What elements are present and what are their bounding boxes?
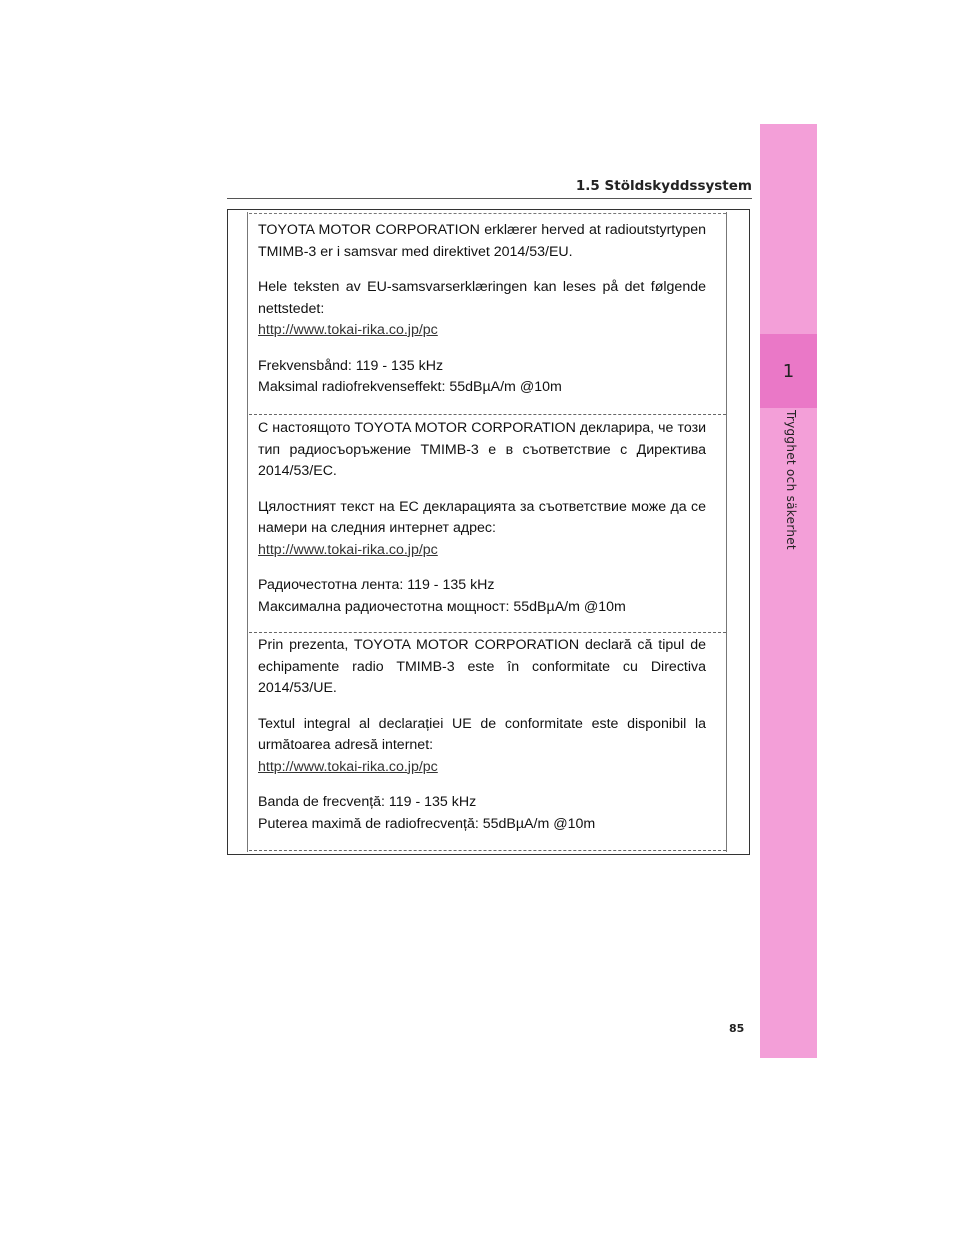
declaration-fulltext-note: Textul integral al declarației UE de conformitate este disponibil la următoarea adresă internet: — [258, 715, 706, 753]
declaration-norwegian — [258, 220, 706, 399]
frequency-band: Banda de frecvență: 119 - 135 kHz — [258, 794, 477, 810]
box-bottom-divider — [249, 850, 726, 851]
section-title: 1.5 Stöldskyddssystem — [575, 178, 752, 194]
box-top-divider — [249, 213, 726, 214]
max-power: Maksimal radiofrekvenseffekt: 55dBµA/m @10m — [258, 379, 562, 395]
chapter-number: 1 — [760, 334, 817, 408]
page-number: 85 — [729, 1022, 745, 1035]
declaration-romanian — [258, 635, 706, 835]
declaration-fulltext-note: Цялостният текст на ЕС декларацията за съответствие може да се намери на следния интернет адрес: — [258, 498, 706, 536]
declaration-url-link[interactable]: http://www.tokai-rika.co.jp/pc — [258, 322, 438, 338]
declaration-divider — [249, 414, 726, 415]
max-power: Puterea maximă de radiofrecvență: 55dBµA/m @10m — [258, 815, 596, 832]
max-power: Максимална радиочестотна мощност: 55dBµA/m @10m — [258, 598, 626, 615]
declaration-divider — [249, 632, 726, 633]
declaration-url-link[interactable]: http://www.tokai-rika.co.jp/pc — [258, 758, 438, 775]
frequency-band: Frekvensbånd: 119 - 135 kHz — [258, 357, 444, 374]
declaration-bulgarian — [258, 418, 706, 618]
header-divider — [227, 198, 752, 199]
declaration-statement: С настоящото TOYOTA MOTOR CORPORATION декларира, че този тип радиосъоръжение TMIMB-3 е в съответствие с Директива 2014/53/ЕС. — [258, 420, 706, 479]
declaration-fulltext-note: Hele teksten av EU-samsvarserklæringen kan leses på det følgende nettstedet: — [258, 279, 706, 317]
side-chapter-tab — [760, 124, 817, 1058]
box-inner-left-line — [247, 212, 248, 852]
declaration-statement: TOYOTA MOTOR CORPORATION erklærer herved at radioutstyrtypen TMIMB-3 er i samsvar med direktivet 2014/53/EU. — [258, 222, 706, 260]
declaration-url-link[interactable]: http://www.tokai-rika.co.jp/pc — [258, 541, 438, 558]
declaration-statement: Prin prezenta, TOYOTA MOTOR CORPORATION declară că tipul de echipamente radio TMIMB-3 este în conformitate cu Directiva 2014/53/UE. — [258, 637, 706, 696]
chapter-name: Trygghet och säkerhet — [784, 410, 798, 550]
box-inner-right-line — [726, 212, 727, 852]
frequency-band: Радиочестотна лента: 119 - 135 kHz — [258, 577, 495, 593]
